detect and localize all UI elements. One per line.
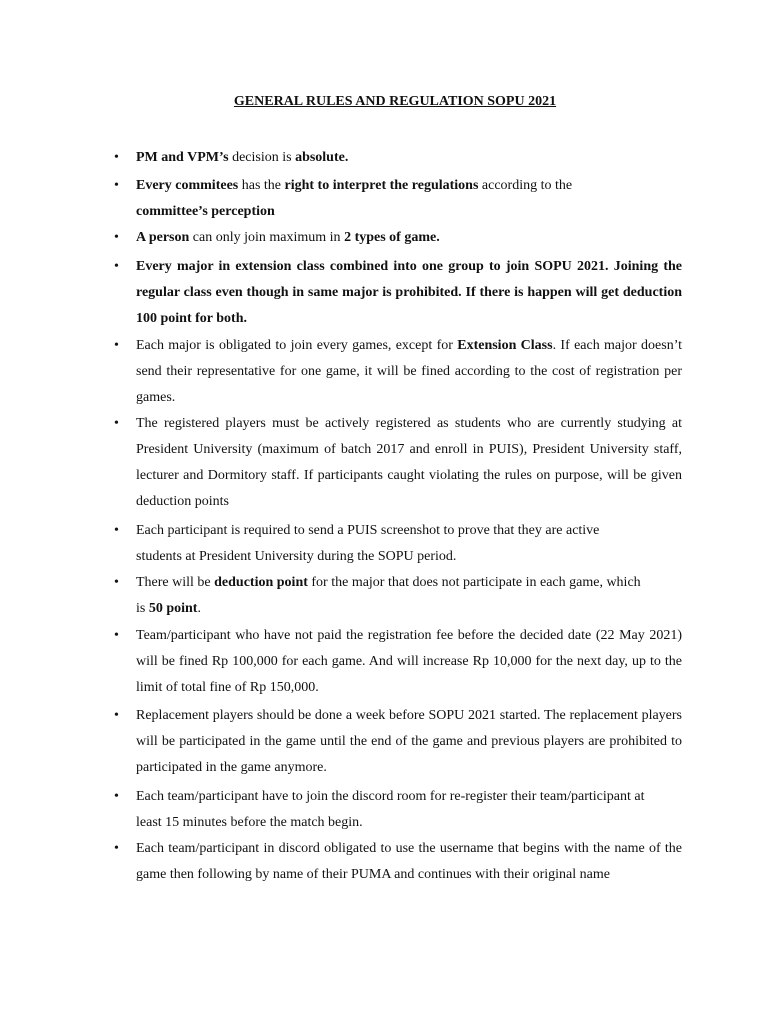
- rule-item-6: [136, 411, 682, 515]
- rule-text: according to the: [478, 178, 573, 193]
- rule-text: decision is: [228, 150, 296, 165]
- rule-bold-text: absolute.: [295, 150, 349, 165]
- rule-item-4: [136, 254, 682, 332]
- rule-item-5: [136, 333, 682, 411]
- rule-text: can only join maximum in: [189, 230, 345, 245]
- rule-bold-text: 50 point: [148, 601, 198, 616]
- rule-text: Replacement players should be done a week before SOPU 2021 started. The replacement players will be participated in the game until the end of the game and previous players are prohibited to participated in the game anymore.: [136, 708, 682, 775]
- rule-text: Each major is obligated to join every games, except for: [136, 338, 458, 353]
- rule-bold-text: PM and VPM’s: [136, 150, 229, 165]
- rule-text: has the: [238, 178, 285, 193]
- rule-item-10: [136, 703, 682, 781]
- rule-item-7: [136, 518, 636, 570]
- rule-item-11: [136, 784, 671, 836]
- rule-text: Each team/participant in discord obligated to use the username that begins with the name of the game then following by name of their PUMA and continues with their original name: [136, 841, 682, 882]
- rule-text: Each participant is required to send a PUIS screenshot to prove that they are active students at President University during the SOPU period.: [136, 523, 600, 564]
- rule-bold-text: committee’s perception: [136, 204, 275, 219]
- rule-bold-text: deduction point: [214, 575, 308, 590]
- rule-bold-text: 2 types of game.: [344, 230, 440, 245]
- rule-item-3: [136, 225, 682, 251]
- rule-text: Each team/participant have to join the discord room for re-register their team/participant at least 15 minutes before the match begin.: [136, 789, 645, 830]
- rule-text: Team/participant who have not paid the registration fee before the decided date (22 May 2021) will be fined Rp 100,000 for each game. And will increase Rp 10,000 for the next day, up to the limit of total fine of Rp 150,000.: [136, 628, 682, 695]
- rule-bold-text: Every commitees: [136, 178, 239, 193]
- rule-item-8: [136, 570, 646, 622]
- rule-item-9: [136, 623, 682, 701]
- rule-bold-text: A person: [136, 230, 190, 245]
- rule-text: There will be: [136, 575, 215, 590]
- rule-item-1: [136, 145, 682, 171]
- rule-text: for the major that does not participate in each game, which is: [136, 575, 641, 616]
- rule-item-12: [136, 836, 682, 888]
- rule-bold-text: Every major in extension class combined into one group to join SOPU 2021. Joining the regular class even though in same major is prohibited. If there is happen will get deduction 100 point for both.: [136, 259, 682, 326]
- rule-text: . If each major doesn’t send their representative for one game, it will be fined according to the cost of registration per games.: [136, 338, 682, 405]
- document-title: GENERAL RULES AND REGULATION SOPU 2021: [233, 94, 557, 109]
- rule-text: .: [197, 601, 201, 616]
- rule-bold-text: right to interpret the regulations: [284, 178, 479, 193]
- rule-text: The registered players must be actively registered as students who are currently studying at President University (maximum of batch 2017 and enroll in PUIS), President University staff, lecturer and Dormitory staff. If participants caught violating the rules on purpose, will be given deduction points: [136, 416, 682, 509]
- rule-bold-text: Extension Class: [457, 338, 553, 353]
- rule-item-2: [136, 173, 616, 225]
